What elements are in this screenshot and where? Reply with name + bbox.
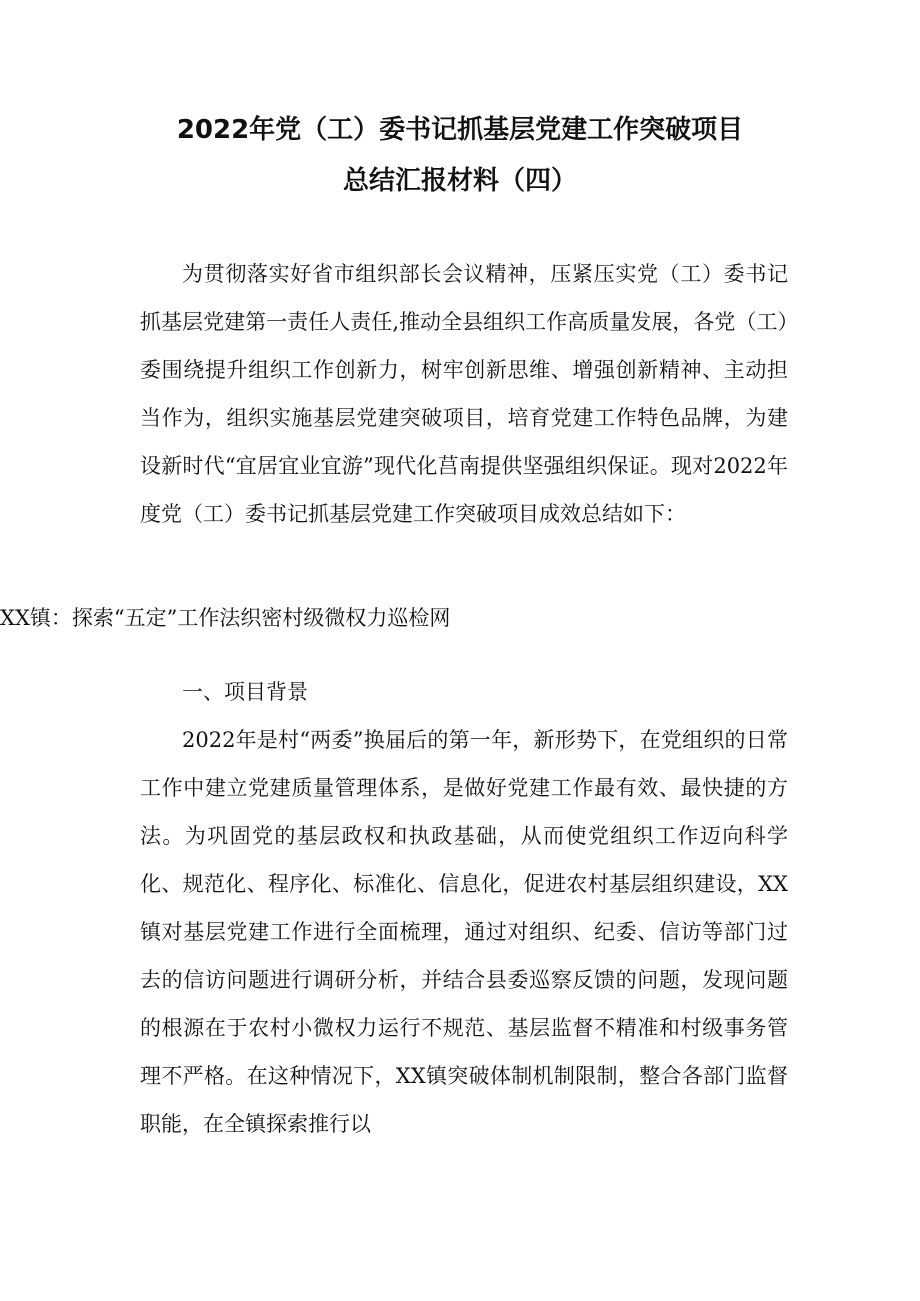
project-subtitle: XX镇：探索“五定”工作法织密村级微权力巡检网 <box>0 606 451 630</box>
document-title-line-2: 总结汇报材料（四） <box>342 166 577 196</box>
section-heading: 一、项目背景 <box>182 680 308 704</box>
document-title-line-1: 2022年党（工）委书记抓基层党建工作突破项目 <box>176 115 744 145</box>
background-paragraph: 2022年是村“两委”换届后的第一年，新形势下，在党组织的日常工作中建立党建质量管理体系，是做好党建工作最有效、最快捷的方法。为巩固党的基层政权和执政基础，从而使党组织工作迈向科学化、规范化、程序化、标准化、信息化，促进农村基层组织建设，XX镇对基层党建工作进行全面梳理，通过对组织、纪委、信访等部门过去的信访问题进行调研分析，并结合县委巡察反馈的问题，发现问题的根源在于农村小微权力运行不规范、基层监督不精准和村级事务管理不严格。在这种情况下，XX镇突破体制机制限制，整合各部门监督职能，在全镇探索推行以 <box>140 728 788 1136</box>
intro-paragraph: 为贯彻落实好省市组织部长会议精神，压紧压实党（工）委书记抓基层党建第一责任人责任,推动全县组织工作高质量发展，各党（工）委围绕提升组织工作创新力，树牢创新思维、增强创新精神、主动担当作为，组织实施基层党建突破项目，培育党建工作特色品牌，为建设新时代“宜居宜业宜游”现代化莒南提供坚强组织保证。现对2022年度党（工）委书记抓基层党建工作突破项目成效总结如下： <box>140 262 788 526</box>
